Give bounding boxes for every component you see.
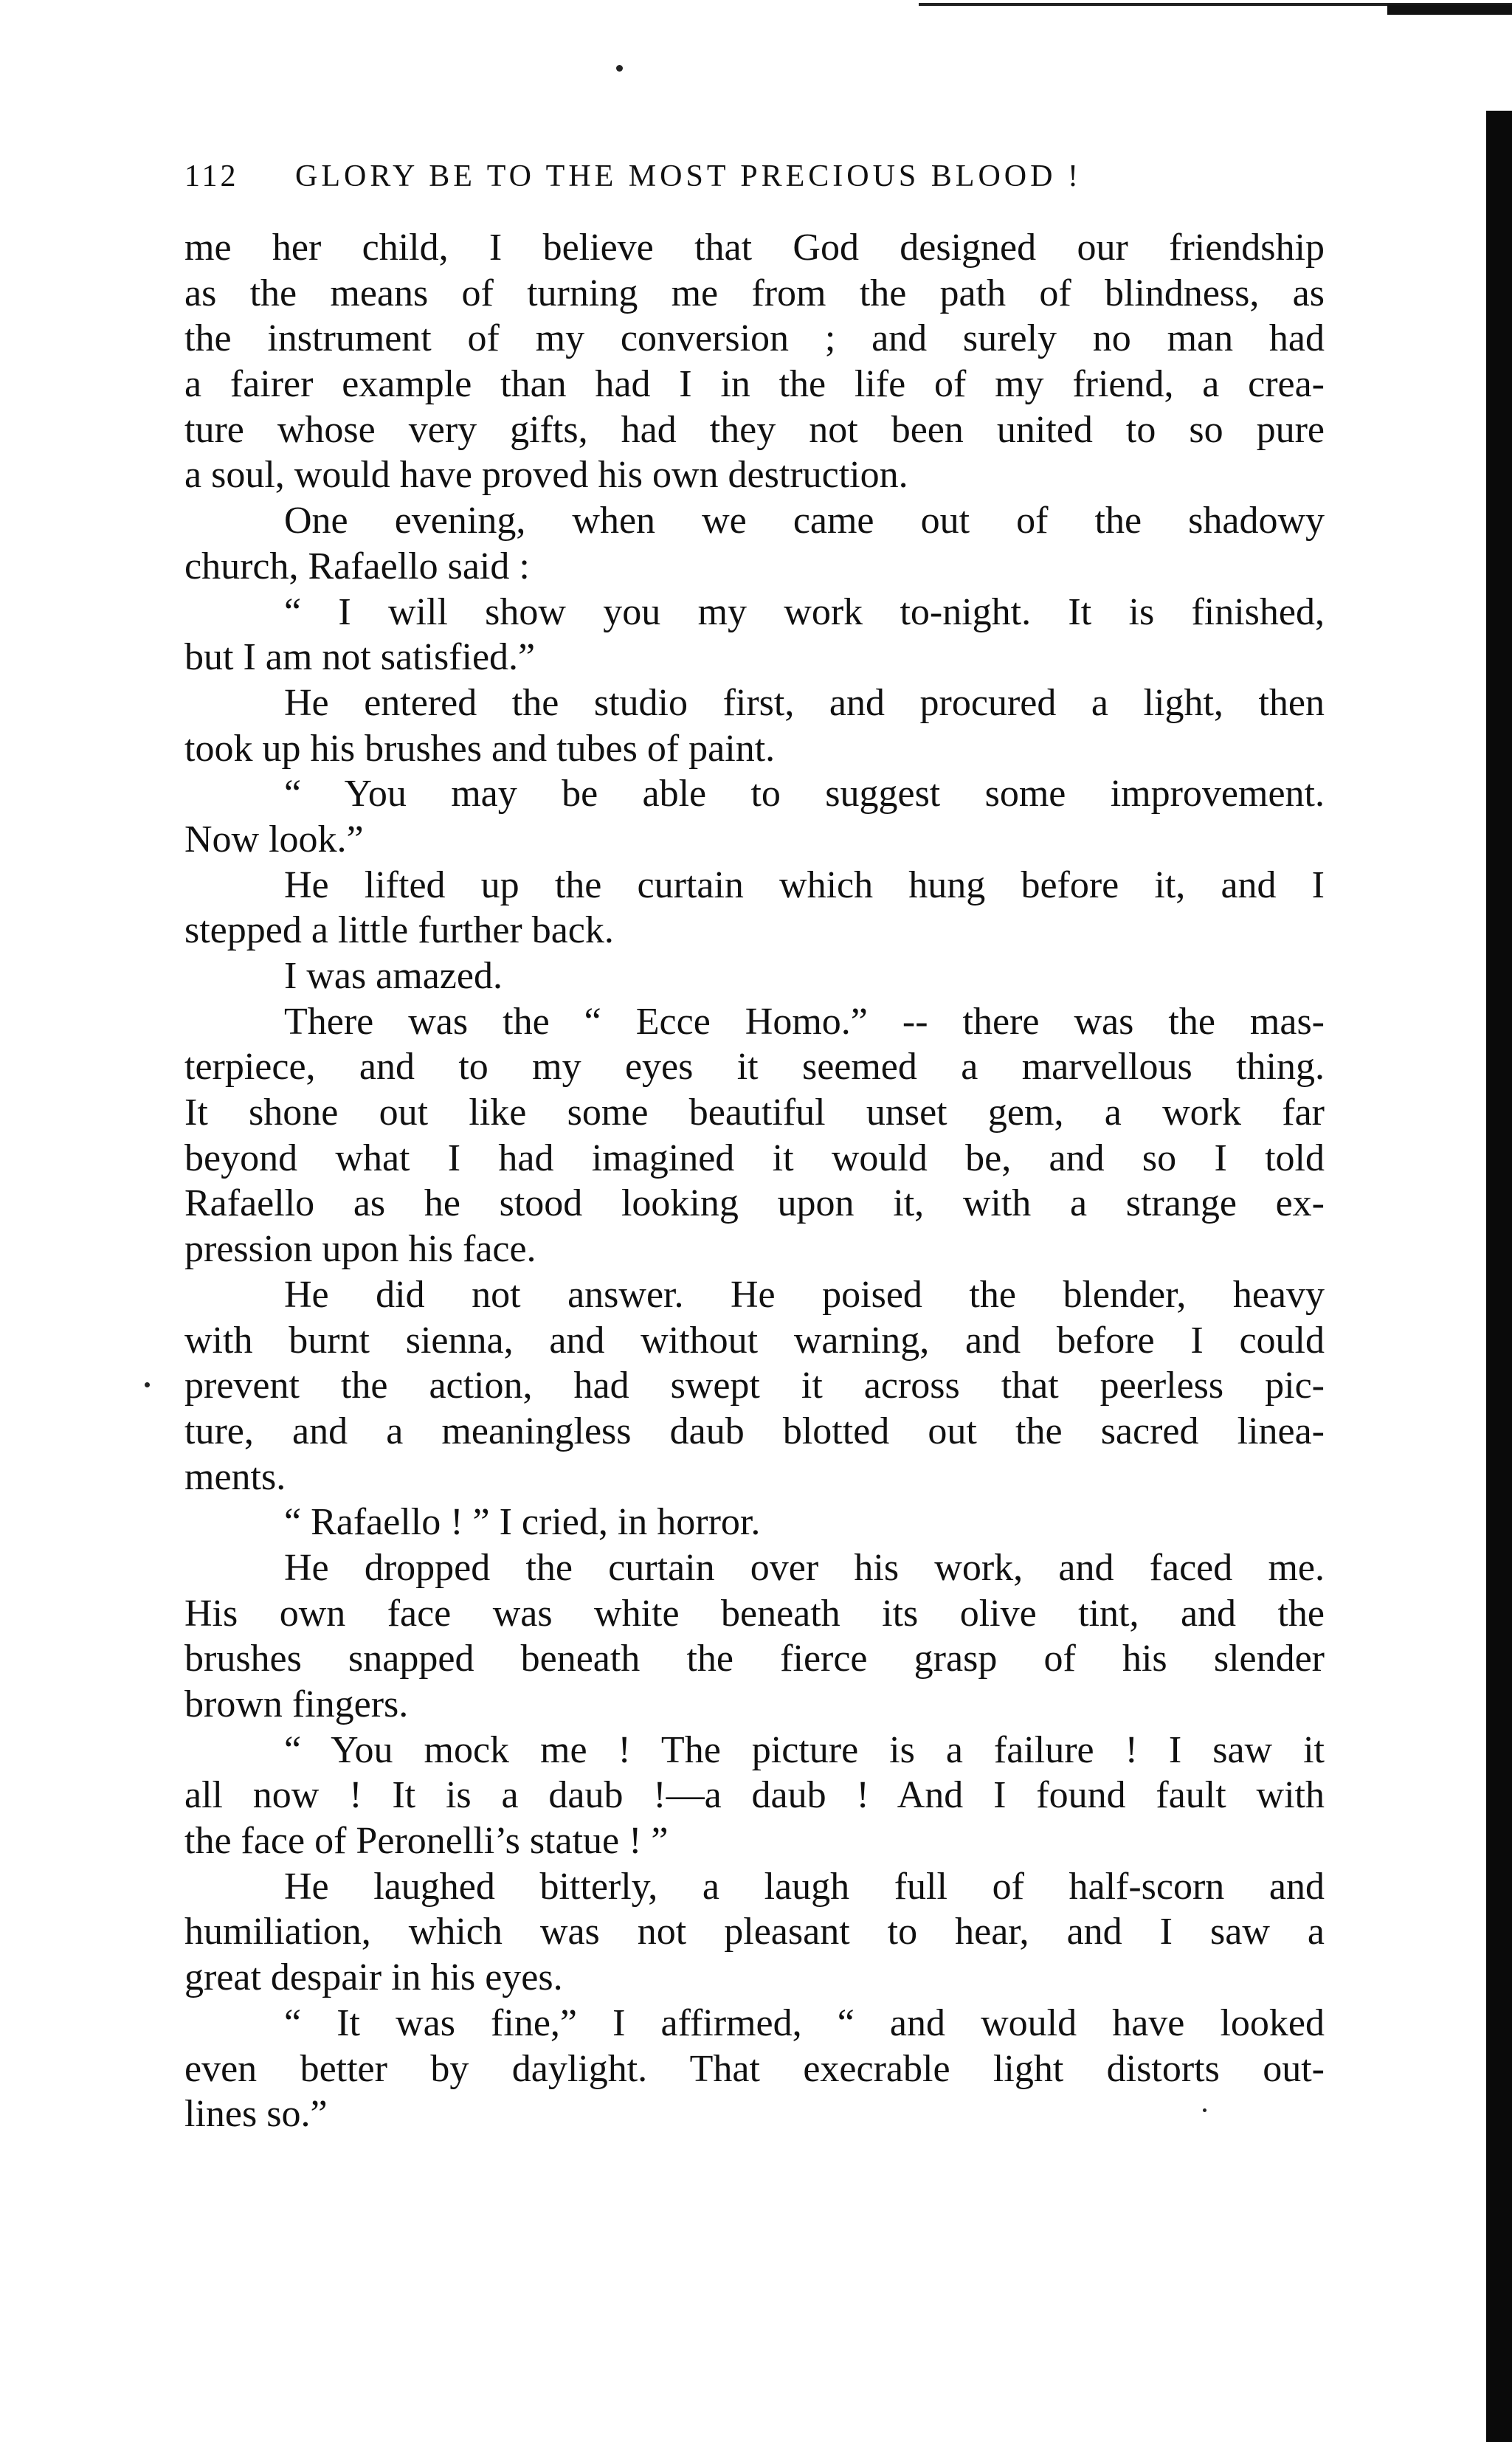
text-line: “ You may be able to suggest some improvement. [284,773,1325,815]
text-line: “ You mock me ! The picture is a failure ! I saw it [284,1728,1325,1771]
text-line: brown fingers. [184,1683,409,1725]
scan-edge-shadow [1486,111,1512,2442]
running-head [184,159,1325,203]
text-line: One evening, when we came out of the shadowy [284,500,1325,542]
text-line: He laughed bitterly, a laugh full of half-scorn and [284,1865,1325,1908]
text-line: ments. [184,1455,286,1498]
text-line: He dropped the curtain over his work, and faced me. [284,1546,1325,1589]
text-line: all now ! It is a daub !—a daub ! And I found fault with [184,1774,1325,1817]
text-line: with burnt sienna, and without warning, and before I could [184,1319,1325,1362]
text-line: as the means of turning me from the path of blindness, as [184,272,1325,314]
text-line: humiliation, which was not pleasant to hear, and I saw a [184,1911,1325,1953]
text-line: terpiece, and to my eyes it seemed a marvellous thing. [184,1046,1325,1089]
text-line: His own face was white beneath its olive tint, and the [184,1592,1325,1635]
text-line: He did not answer. He poised the blender, heavy [284,1273,1325,1316]
text-line: He lifted up the curtain which hung before it, and I [284,863,1325,906]
scan-edge-rule-thick [1387,4,1512,15]
text-line: stepped a little further back. [184,909,614,952]
text-line: ture whose very gifts, had they not been united to so pure [184,408,1325,451]
text-line: ture, and a meaningless daub blotted out the sacred linea- [184,1410,1325,1452]
page-number: 112 [184,159,239,193]
text-line: Rafaello as he stood looking upon it, with a strange ex- [184,1182,1325,1225]
text-line: “ I will show you my work to-night. It is finished, [284,590,1325,633]
text-line: He entered the studio first, and procured a light, then [284,681,1325,724]
text-line: I was amazed. [284,955,503,997]
text-line: but I am not satisfied.” [184,636,536,679]
text-line: a fairer example than had I in the life of my friend, a crea- [184,363,1325,406]
text-line: the face of Peronelli’s statue ! ” [184,1820,669,1863]
text-line: brushes snapped beneath the fierce grasp of his slender [184,1638,1325,1680]
body-text [184,225,1325,2137]
text-line: great despair in his eyes. [184,1956,563,1999]
text-line: even better by daylight. That execrable light distorts out- [184,2047,1325,2090]
text-line: a soul, would have proved his own destruction. [184,454,908,497]
text-line: “ Rafaello ! ” I cried, in horror. [284,1501,761,1544]
text-line: pression upon his face. [184,1228,536,1271]
text-line: There was the “ Ecce Homo.” -- there was the mas- [284,1000,1325,1043]
text-line: “ It was fine,” I affirmed, “ and would have looked [284,2001,1325,2044]
text-line: beyond what I had imagined it would be, and so I told [184,1137,1325,1179]
book-page [184,159,1325,2137]
text-line: Now look.” [184,818,364,860]
text-line: It shone out like some beautiful unset gem, a work far [184,1091,1325,1134]
text-line: lines so.” [184,2093,328,2136]
scan-speck [616,65,623,72]
text-line: me her child, I believe that God designed our friendship [184,227,1325,269]
running-head-title: GLORY BE TO THE MOST PRECIOUS BLOOD ! [295,159,1082,193]
text-line: prevent the action, had swept it across that peerless pic- [184,1365,1325,1407]
text-line: took up his brushes and tubes of paint. [184,727,776,770]
text-line: church, Rafaello said : [184,545,530,587]
scan-speck [145,1382,150,1387]
text-line: the instrument of my conversion ; and surely no man had [184,317,1325,360]
